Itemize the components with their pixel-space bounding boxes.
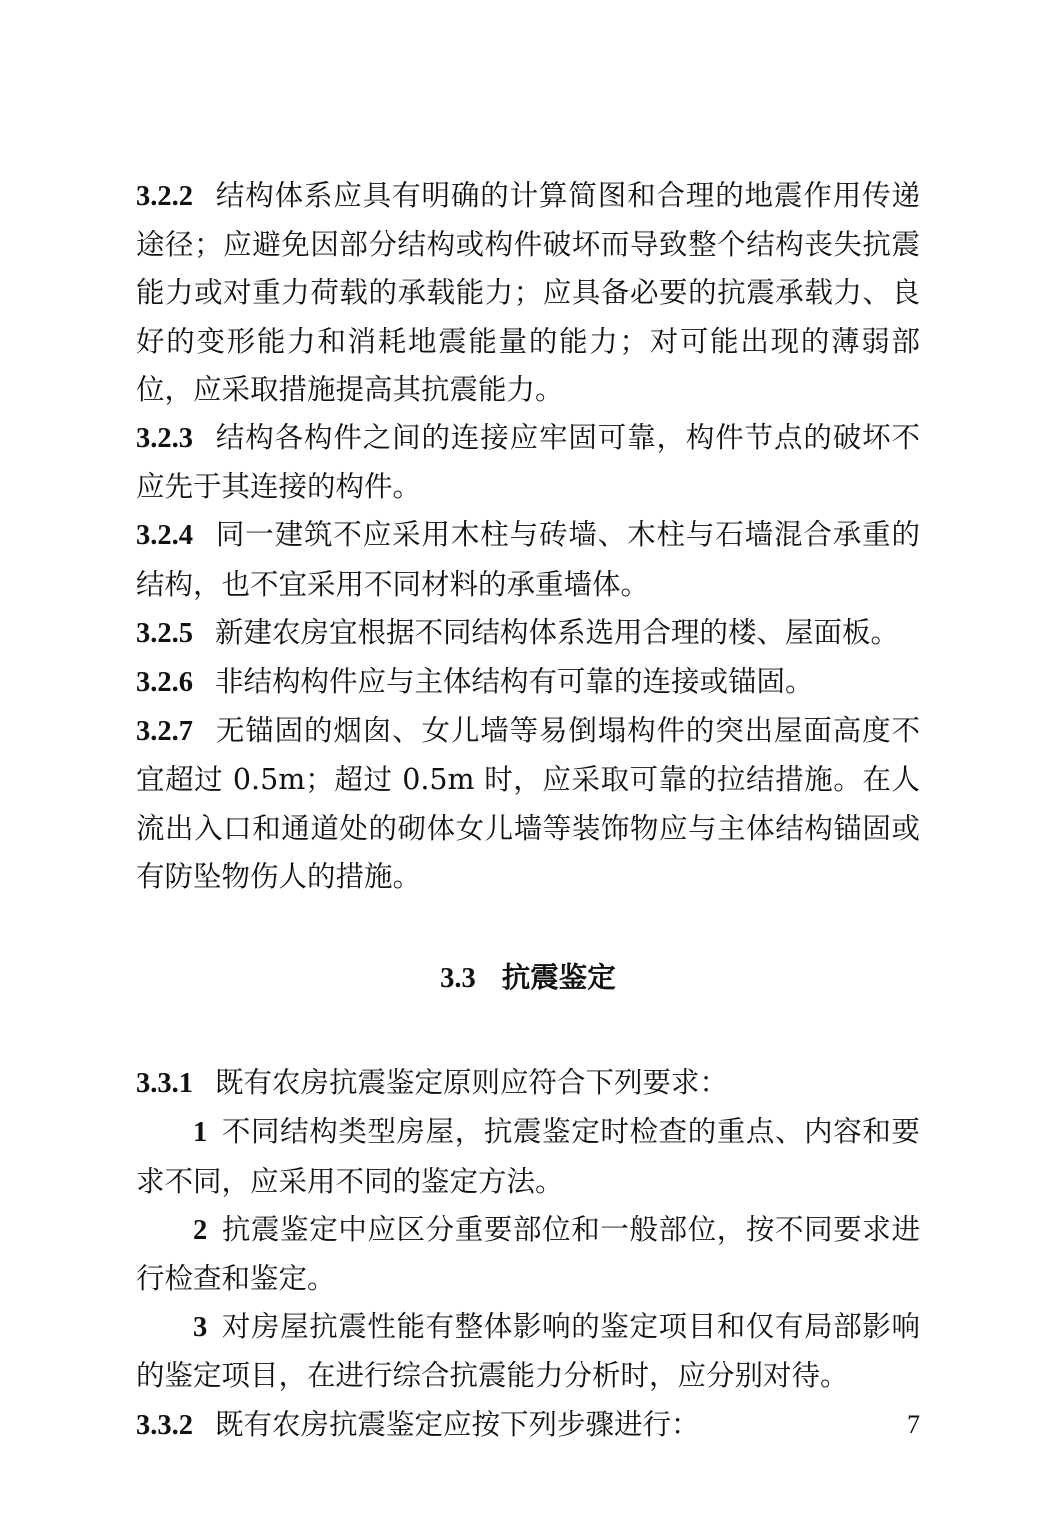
- page-body: [136, 172, 920, 1450]
- clause-3-2-2: [136, 172, 920, 414]
- list-item: [136, 1303, 920, 1400]
- clause-3-3-2: [136, 1401, 920, 1450]
- clause-3-2-6: [136, 658, 920, 707]
- item-number: 3: [193, 1312, 208, 1344]
- clause-text: 结构各构件之间的连接应牢固可靠，构件节点的破坏不应先于其连接的构件。: [136, 421, 920, 504]
- clause-text: 非结构构件应与主体结构有可靠的连接或锚固。: [215, 665, 814, 699]
- clause-3-2-7: [136, 707, 920, 901]
- page-number: 7: [907, 1410, 920, 1439]
- list-item: [136, 1108, 920, 1205]
- clause-number: 3.2.7: [136, 716, 193, 748]
- clause-3-2-4: [136, 511, 920, 608]
- section-number: 3.3: [440, 963, 476, 995]
- item-text: 对房屋抗震性能有整体影响的鉴定项目和仅有局部影响的鉴定项目，在进行综合抗震能力分析时，应分别对待。: [136, 1310, 920, 1393]
- clause-text: 无锚固的烟囱、女儿墙等易倒塌构件的突出屋面高度不宜超过 0.5m；超过 0.5m 时，应采取可靠的拉结措施。在人流出入口和通道处的砌体女儿墙等装饰物应与主体结构锚固或有防坠物伤人的措施。: [136, 714, 920, 893]
- clause-number: 3.2.4: [136, 520, 193, 552]
- clause-text: 既有农房抗震鉴定原则应符合下列要求：: [215, 1066, 729, 1100]
- section-heading: [136, 953, 920, 1003]
- item-number: 1: [193, 1117, 208, 1149]
- list-item: [136, 1206, 920, 1303]
- clause-text: 既有农房抗震鉴定应按下列步骤进行：: [215, 1407, 700, 1441]
- clause-number: 3.2.2: [136, 181, 193, 212]
- item-number: 2: [193, 1214, 208, 1246]
- clause-text: 同一建筑不应采用木柱与砖墙、木柱与石墙混合承重的结构，也不宜采用不同材料的承重墙体。: [136, 518, 920, 601]
- item-text: 不同结构类型房屋，抗震鉴定时检查的重点、内容和要求不同，应采用不同的鉴定方法。: [136, 1115, 920, 1198]
- clause-number: 3.3.1: [136, 1068, 193, 1100]
- clause-text: 结构体系应具有明确的计算简图和合理的地震作用传递途径；应避免因部分结构或构件破坏而导致整个结构丧失抗震能力或对重力荷载的承载能力；应具备必要的抗震承载力、良好的变形能力和消耗地震能量的能力；对可能出现的薄弱部位，应采取措施提高其抗震能力。: [136, 179, 920, 406]
- item-text: 抗震鉴定中应区分重要部位和一般部位，按不同要求进行检查和鉴定。: [136, 1212, 920, 1296]
- clause-3-2-5: [136, 609, 920, 658]
- clause-number: 3.2.5: [136, 617, 193, 649]
- clause-number: 3.2.6: [136, 667, 193, 699]
- clause-3-3-1: [136, 1059, 920, 1108]
- section-title: 抗震鉴定: [501, 960, 616, 995]
- clause-number: 3.2.3: [136, 423, 193, 455]
- clause-text: 新建农房宜根据不同结构体系选用合理的楼、屋面板。: [215, 615, 900, 649]
- clause-number: 3.3.2: [136, 1409, 193, 1441]
- clause-3-2-3: [136, 414, 920, 511]
